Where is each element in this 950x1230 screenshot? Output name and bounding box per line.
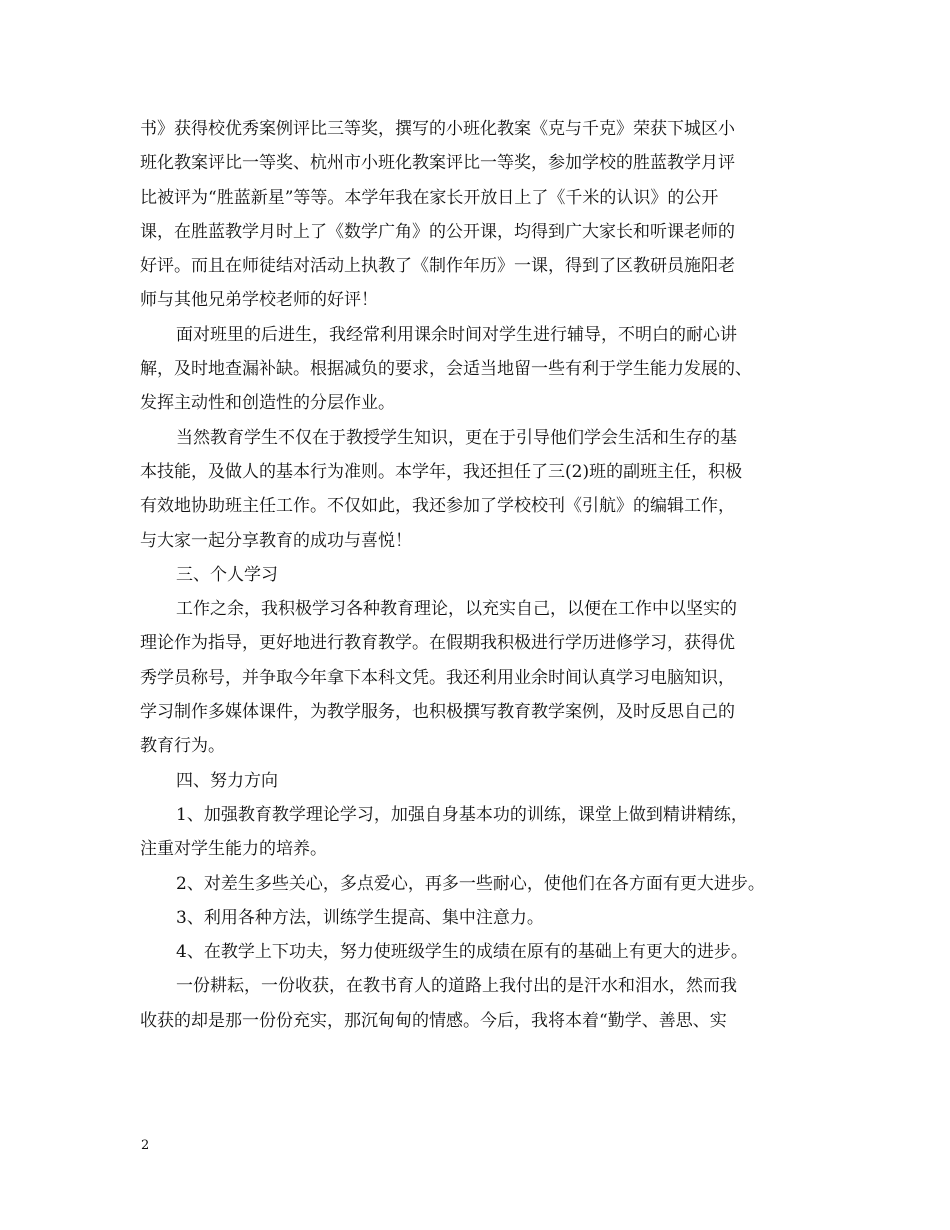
text-line: 班化教案评比一等奖、杭州市小班化教案评比一等奖，参加学校的胜蓝教学月评 [140,153,735,174]
text-line: 一份耕耘，一份收获，在教书育人的道路上我付出的是汗水和泪水，然而我 [176,976,737,997]
text-line: 四、努力方向 [176,770,278,791]
page-number: 2 [141,1138,150,1153]
text-line: 教育行为。 [140,736,225,757]
text-line: 收获的却是那一份份充实，那沉甸甸的情感。今后，我将本着“勤学、善思、实 [140,1010,727,1031]
text-line: 4、在教学上下功夫，努力使班级学生的成绩在原有的基础上有更大的进步。 [176,942,748,963]
text-line: 面对班里的后进生，我经常利用课余时间对学生进行辅导，不明白的耐心讲 [176,324,737,345]
text-line: 1、加强教育教学理论学习，加强自身基本功的训练，课堂上做到精讲精练， [176,804,748,825]
text-line: 本技能，及做人的基本行为准则。本学年，我还担任了三(2)班的副班主任，积极 [140,461,743,482]
text-line: 课，在胜蓝教学月时上了《数学广角》的公开课，均得到广大家长和听课老师的 [140,221,735,242]
text-line: 秀学员称号，并争取今年拿下本科文凭。我还利用业余时间认真学习电脑知识， [140,667,735,688]
text-line: 理论作为指导，更好地进行教育教学。在假期我积极进行学历进修学习，获得优 [140,633,735,654]
text-line: 解，及时地查漏补缺。根据减负的要求，会适当地留一些有利于学生能力发展的、 [140,359,752,380]
text-line: 与大家一起分享教育的成功与喜悦！ [140,530,412,551]
text-line: 师与其他兄弟学校老师的好评！ [140,290,378,311]
document-body [140,112,820,1038]
text-line: 注重对学生能力的培养。 [140,839,327,860]
text-line: 三、个人学习 [176,564,278,585]
text-line: 发挥主动性和创造性的分层作业。 [140,393,395,414]
text-line: 当然教育学生不仅在于教授学生知识，更在于引导他们学会生活和生存的基 [176,427,737,448]
text-line: 工作之余，我积极学习各种教育理论，以充实自己，以便在工作中以坚实的 [176,599,737,620]
text-line: 书》获得校优秀案例评比三等奖，撰写的小班化教案《克与千克》荣获下城区小 [140,119,735,139]
text-line: 比被评为“胜蓝新星”等等。本学年我在家长开放日上了《千米的认识》的公开 [140,187,719,208]
text-line: 有效地协助班主任工作。不仅如此，我还参加了学校校刊《引航》的编辑工作， [140,496,735,517]
text-line: 2、对差生多些关心，多点爱心，再多一些耐心，使他们在各方面有更大进步。 [176,873,765,894]
text-line: 学习制作多媒体课件，为教学服务，也积极撰写教育教学案例，及时反思自己的 [140,702,735,723]
text-line: 3、利用各种方法，训练学生提高、集中注意力。 [176,907,544,928]
text-line: 好评。而且在师徒结对活动上执教了《制作年历》一课，得到了区教研员施阳老 [140,256,735,277]
